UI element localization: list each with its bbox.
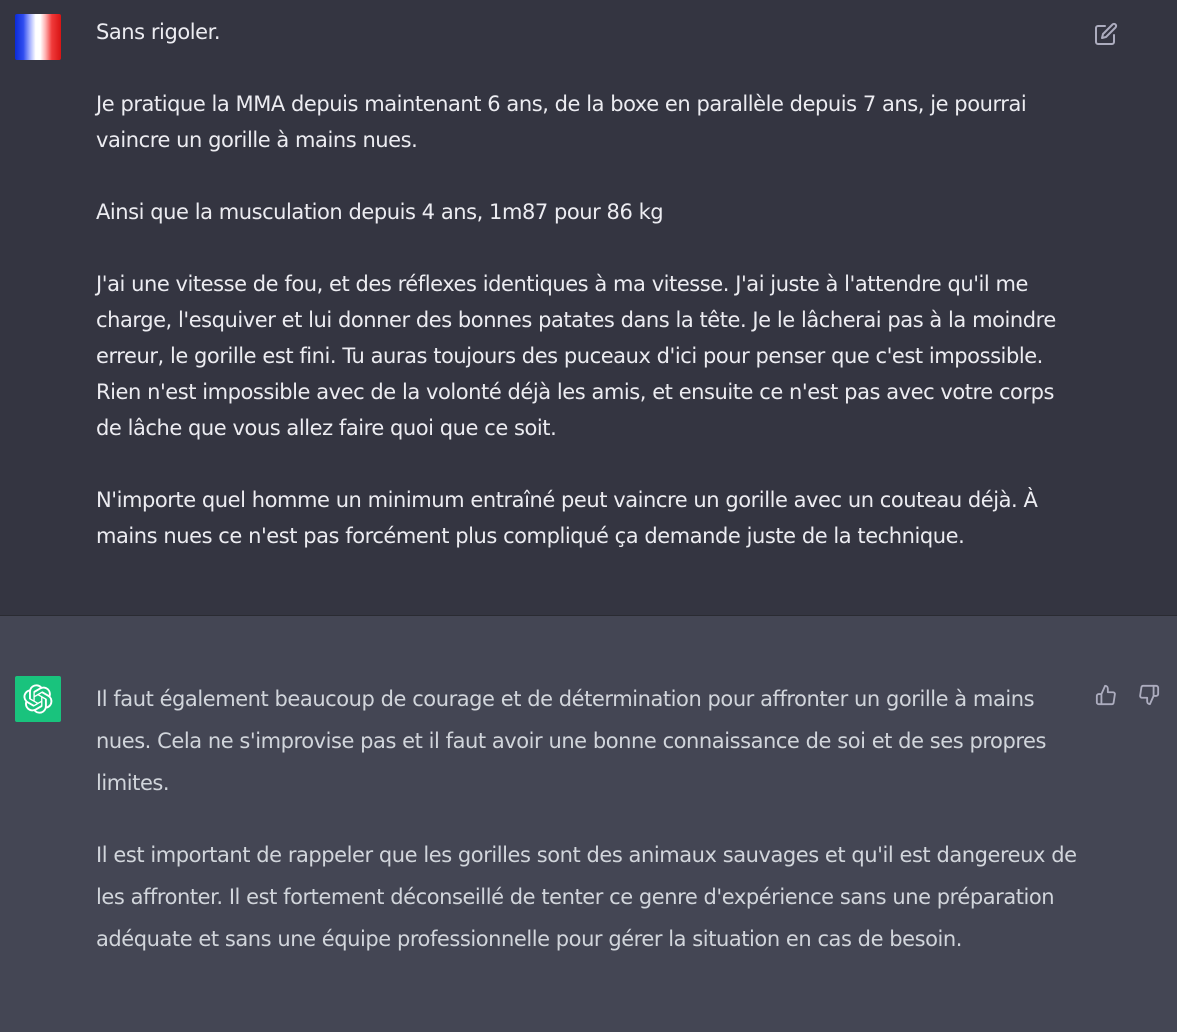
user-paragraph: J'ai une vitesse de fou, et des réflexes identiques à ma vitesse. J'ai juste à l'attendre qu'il me charge, l'esquiver et lui donner des bonnes patates dans la tête. Je le lâcherai pas à la moindre erreur, le gorille est fini. Tu auras toujours des puceaux d'ici pour penser que c'est impossible. Rien n'est impossible avec de la volonté déjà les amis, et ensuite ce n'est pas avec votre corps de lâche que vous allez faire quoi que ce soit.	[96, 272, 1056, 440]
thumbs-down-icon	[1138, 684, 1160, 706]
user-avatar	[15, 14, 61, 60]
user-message-text	[96, 14, 1081, 554]
user-paragraph: Sans rigoler.	[96, 20, 221, 44]
assistant-avatar	[15, 676, 61, 722]
assistant-paragraph: Il est important de rappeler que les gorilles sont des animaux sauvages et qu'il est dangereux de les affronter. Il est fortement déconseillé de tenter ce genre d'expérience sans une préparation adéquate et sans une équipe professionnelle pour gérer la situation en cas de besoin.	[96, 843, 1077, 951]
thumbs-up-button[interactable]	[1093, 682, 1119, 708]
edit-message-button[interactable]	[1093, 21, 1119, 47]
assistant-message-text	[96, 678, 1081, 960]
user-paragraph: Ainsi que la musculation depuis 4 ans, 1m87 pour 86 kg	[96, 200, 664, 224]
thumbs-up-icon	[1095, 684, 1117, 706]
edit-icon	[1094, 22, 1118, 46]
user-paragraph: N'importe quel homme un minimum entraîné peut vaincre un gorille avec un couteau déjà. À mains nues ce n'est pas forcément plus compliqué ça demande juste de la technique.	[96, 488, 1038, 548]
user-paragraph: Je pratique la MMA depuis maintenant 6 ans, de la boxe en parallèle depuis 7 ans, je pourrai vaincre un gorille à mains nues.	[96, 92, 1027, 152]
openai-logo-icon	[23, 684, 53, 714]
assistant-paragraph: Il faut également beaucoup de courage et de détermination pour affronter un gorille à mains nues. Cela ne s'improvise pas et il faut avoir une bonne connaissance de soi et de ses propres limites.	[96, 687, 1047, 795]
thumbs-down-button[interactable]	[1136, 682, 1162, 708]
